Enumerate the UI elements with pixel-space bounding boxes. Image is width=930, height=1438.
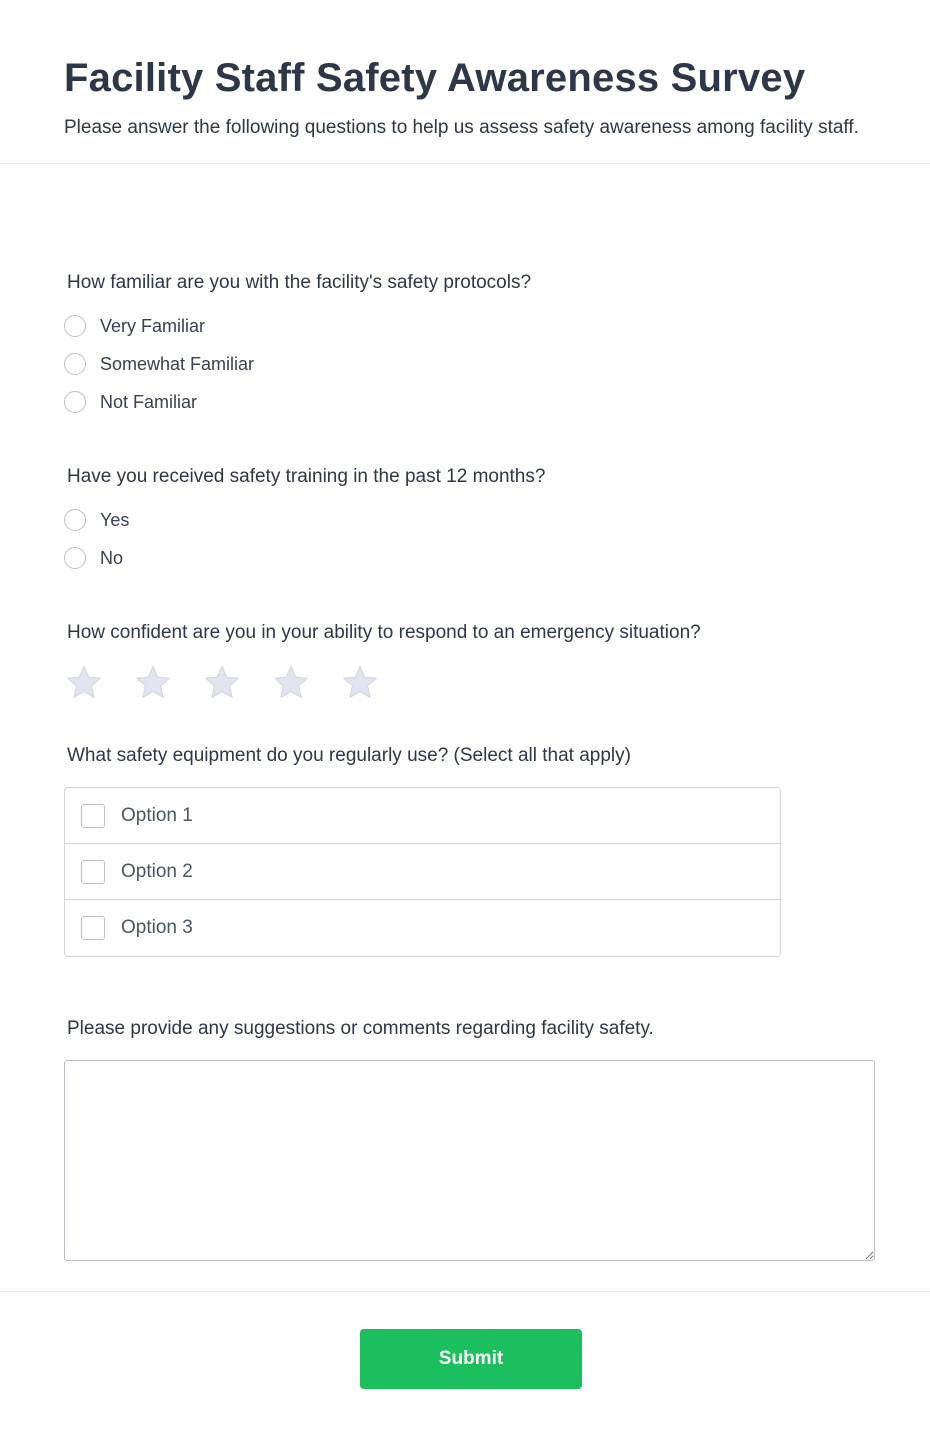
radio-button[interactable] [64, 353, 86, 375]
page-title: Facility Staff Safety Awareness Survey [64, 56, 806, 100]
checkbox[interactable] [81, 916, 105, 940]
question-training-label: Have you received safety training in the past 12 months? [67, 466, 546, 487]
radio-option-very-familiar[interactable] [64, 313, 205, 339]
checkbox[interactable] [81, 804, 105, 828]
question-equipment-label: What safety equipment do you regularly use? (Select all that apply) [67, 745, 631, 766]
star-icon[interactable] [133, 663, 173, 703]
comments-textarea[interactable] [64, 1060, 875, 1261]
star-icon[interactable] [64, 663, 104, 703]
radio-button[interactable] [64, 315, 86, 337]
radio-button[interactable] [64, 509, 86, 531]
radio-button[interactable] [64, 547, 86, 569]
checkbox-label[interactable]: Option 1 [121, 804, 193, 826]
radio-option-yes[interactable] [64, 507, 129, 533]
question-confidence-label: How confident are you in your ability to respond to an emergency situation? [67, 622, 701, 643]
checkbox-option-1[interactable] [65, 788, 780, 844]
checkbox-option-2[interactable] [65, 844, 780, 900]
radio-option-not-familiar[interactable] [64, 389, 197, 415]
question-familiarity-label: How familiar are you with the facility's safety protocols? [67, 272, 532, 293]
star-icon[interactable] [271, 663, 311, 703]
star-icon[interactable] [202, 663, 242, 703]
radio-option-no[interactable] [64, 545, 123, 571]
checkbox-label[interactable]: Option 3 [121, 917, 193, 938]
checkbox-option-3[interactable] [65, 900, 780, 956]
radio-button[interactable] [64, 391, 86, 413]
equipment-checkbox-group [64, 787, 781, 957]
star-icon[interactable] [340, 663, 380, 703]
radio-option-somewhat-familiar[interactable] [64, 351, 254, 377]
checkbox[interactable] [81, 860, 105, 884]
radio-label[interactable]: Very Familiar [100, 315, 206, 336]
radio-label[interactable]: No [100, 547, 124, 568]
star-rating[interactable] [64, 663, 409, 703]
radio-label[interactable]: Yes [100, 509, 130, 530]
survey-header [0, 0, 930, 164]
footer-divider [0, 1291, 930, 1292]
page-subtitle: Please answer the following questions to help us assess safety awareness among facility staff. [64, 117, 859, 138]
radio-label[interactable]: Somewhat Familiar [100, 353, 255, 374]
submit-button[interactable]: Submit [360, 1329, 582, 1389]
checkbox-label[interactable]: Option 2 [121, 860, 193, 882]
question-comments-label: Please provide any suggestions or comments regarding facility safety. [67, 1018, 654, 1039]
radio-label[interactable]: Not Familiar [100, 391, 198, 412]
